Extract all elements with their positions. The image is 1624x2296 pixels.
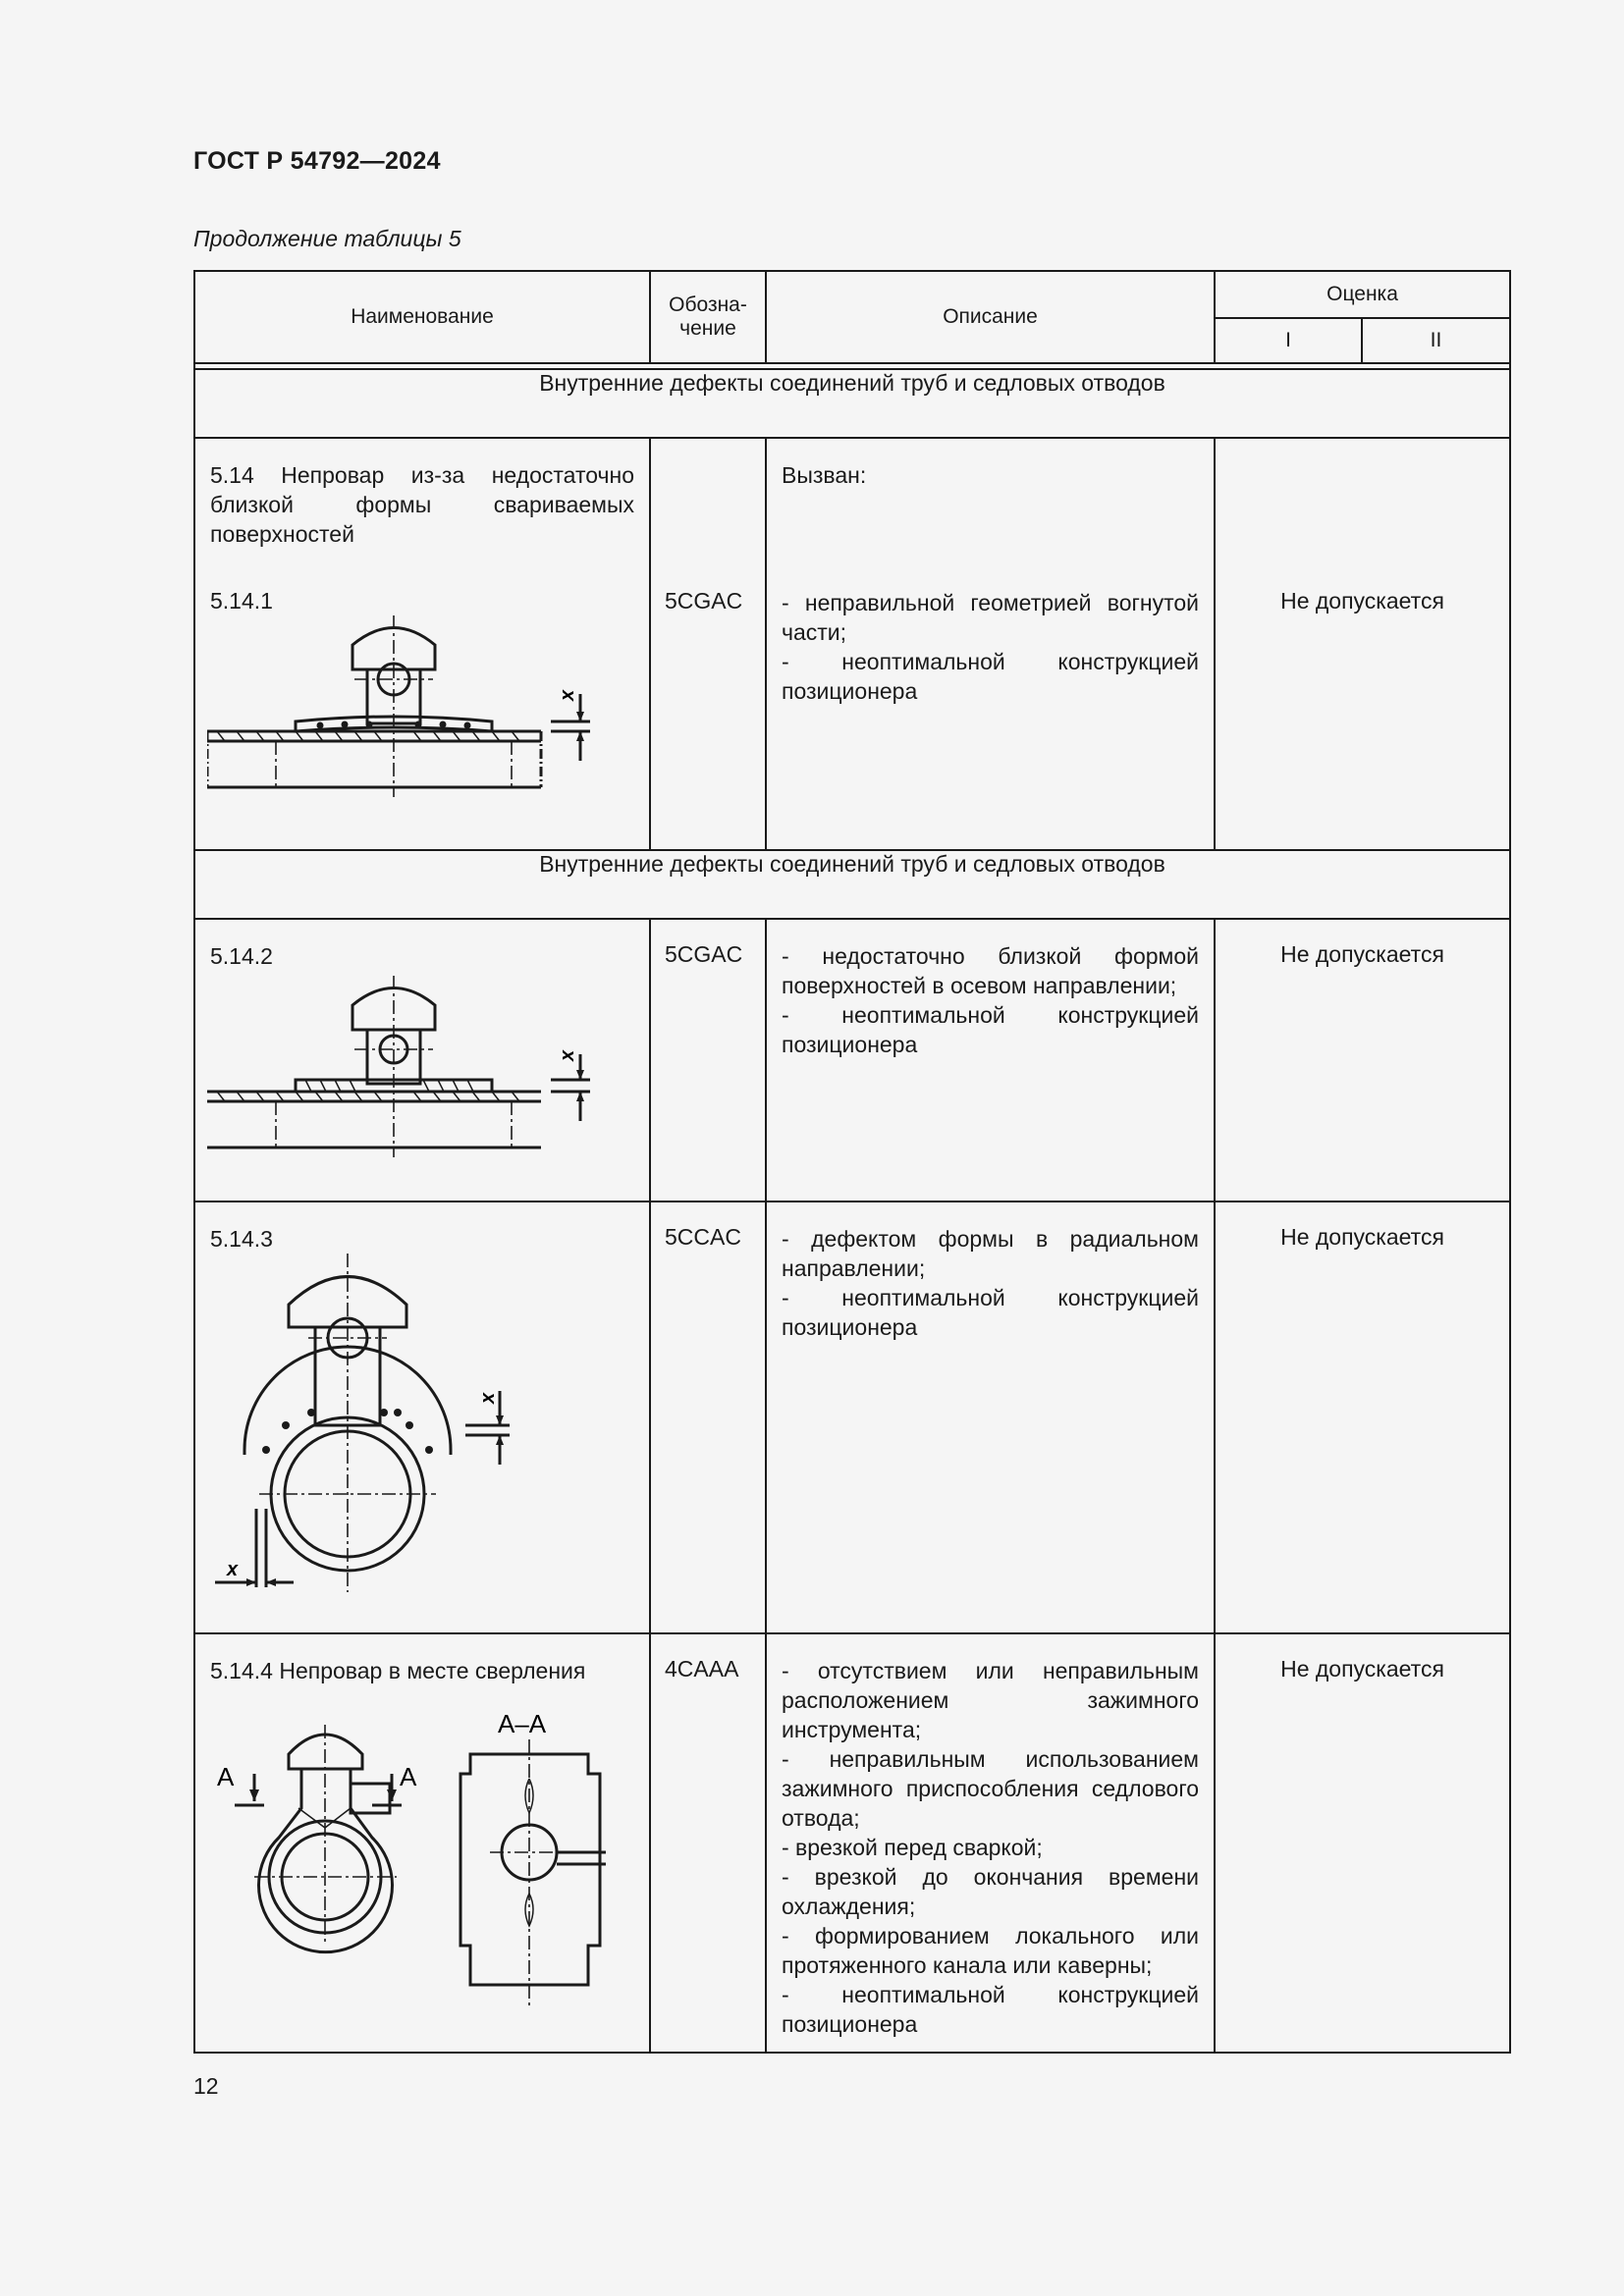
section-title: Внутренние дефекты соединений труб и седловых отводов: [194, 850, 1510, 919]
table-row: [194, 919, 1510, 1201]
header-evaluation: Оценка: [1215, 271, 1510, 318]
page-number: 12: [193, 2073, 219, 2099]
row-evaluation: Не допускается: [1280, 588, 1444, 614]
row-name: 5.14.4 Непровар в месте сверления: [210, 1658, 586, 1683]
row-code: 5CCAC: [665, 1224, 741, 1250]
section-header: [194, 369, 1510, 438]
row-evaluation-cell: [1215, 919, 1510, 1201]
row-description-item: - формированием локального или протяженного канала или каверны;: [782, 1923, 1199, 1978]
row-description-item: - неправильной геометрией вогнутой части;: [782, 590, 1199, 645]
row-description-item: - неоптимальной конструкцией позиционера: [782, 1285, 1199, 1340]
row-code-cell: [650, 1201, 766, 1633]
row-name-cell: [194, 1633, 650, 2053]
row-evaluation: Не допускается: [1280, 941, 1444, 967]
row-name-cell: [194, 438, 650, 850]
section-title: Внутренние дефекты соединений труб и седловых отводов: [194, 369, 1510, 438]
row-code-cell: [650, 1633, 766, 2053]
dimension-x-label: x: [477, 1392, 499, 1404]
row-code: 5CGAC: [665, 588, 743, 614]
row-name: 5.14.3: [210, 1226, 273, 1252]
row-description-item: - врезкой перед сваркой;: [782, 1835, 1043, 1860]
row-code: 5CGAC: [665, 941, 743, 967]
header-description: Описание: [766, 271, 1215, 363]
header-name: Наименование: [194, 271, 650, 363]
row-description-cell: [766, 1633, 1215, 2053]
row-name-cell: [194, 1201, 650, 1633]
row-name: 5.14 Непровар из-за недостаточно близкой формы свариваемых поверхностей: [210, 462, 634, 547]
row-code-cell: [650, 438, 766, 850]
defects-table: [193, 270, 1511, 2054]
table-caption: Продолжение таблицы 5: [193, 226, 461, 251]
header-code-line-2: чение: [679, 317, 736, 340]
row-description-cell: [766, 919, 1215, 1201]
row-description-item: - неправильным использованием зажимного приспособления седлового отвода;: [782, 1746, 1199, 1831]
figure-5-14-2: [207, 976, 600, 1157]
section-view-label: А–А: [498, 1709, 547, 1738]
row-description-item: - отсутствием или неправильным расположением зажимного инструмента;: [782, 1658, 1199, 1742]
header-code-line-1: Обозна-: [669, 294, 747, 316]
dimension-x-label: x: [227, 1559, 239, 1580]
figure-5-14-1: [207, 615, 600, 797]
row-name: 5.14.2: [210, 943, 273, 969]
row-description-cell: [766, 438, 1215, 850]
row-code: 4CAAA: [665, 1656, 739, 1682]
dimension-x-label: x: [557, 689, 578, 701]
document-title: ГОСТ Р 54792—2024: [193, 147, 441, 175]
figure-5-14-4: [205, 1685, 637, 2019]
table-row: [194, 1633, 1510, 2053]
row-evaluation-cell: [1215, 1633, 1510, 2053]
row-description-item: - неоптимальной конструкцией позиционера: [782, 1002, 1199, 1057]
header-code: [650, 271, 766, 363]
header-evaluation-i: I: [1215, 318, 1362, 363]
table-row: [194, 438, 1510, 850]
row-code-cell: [650, 919, 766, 1201]
row-evaluation: Не допускается: [1280, 1656, 1444, 1682]
row-evaluation-cell: [1215, 438, 1510, 850]
row-description-item: - врезкой до окончания времени охлаждения;: [782, 1864, 1199, 1919]
row-description-item: - неоптимальной конструкцией позиционера: [782, 649, 1199, 704]
row-evaluation: Не допускается: [1280, 1224, 1444, 1250]
row-intro: Вызван:: [782, 462, 867, 488]
dimension-x-label: x: [557, 1049, 578, 1061]
section-header: [194, 850, 1510, 919]
row-evaluation-cell: [1215, 1201, 1510, 1633]
row-description-item: - неоптимальной конструкцией позиционера: [782, 1982, 1199, 2037]
section-label-a-left: А: [217, 1762, 235, 1791]
row-description-cell: [766, 1201, 1215, 1633]
figure-5-14-3: [205, 1254, 529, 1617]
row-description-item: - недостаточно близкой формой поверхностей в осевом направлении;: [782, 943, 1199, 998]
row-description-item: - дефектом формы в радиальном направлении;: [782, 1226, 1199, 1281]
section-label-a-right: А: [400, 1762, 417, 1791]
table-row: [194, 1201, 1510, 1633]
row-name-cell: [194, 919, 650, 1201]
header-evaluation-ii: II: [1362, 318, 1510, 363]
row-subitem: 5.14.1: [210, 588, 273, 614]
